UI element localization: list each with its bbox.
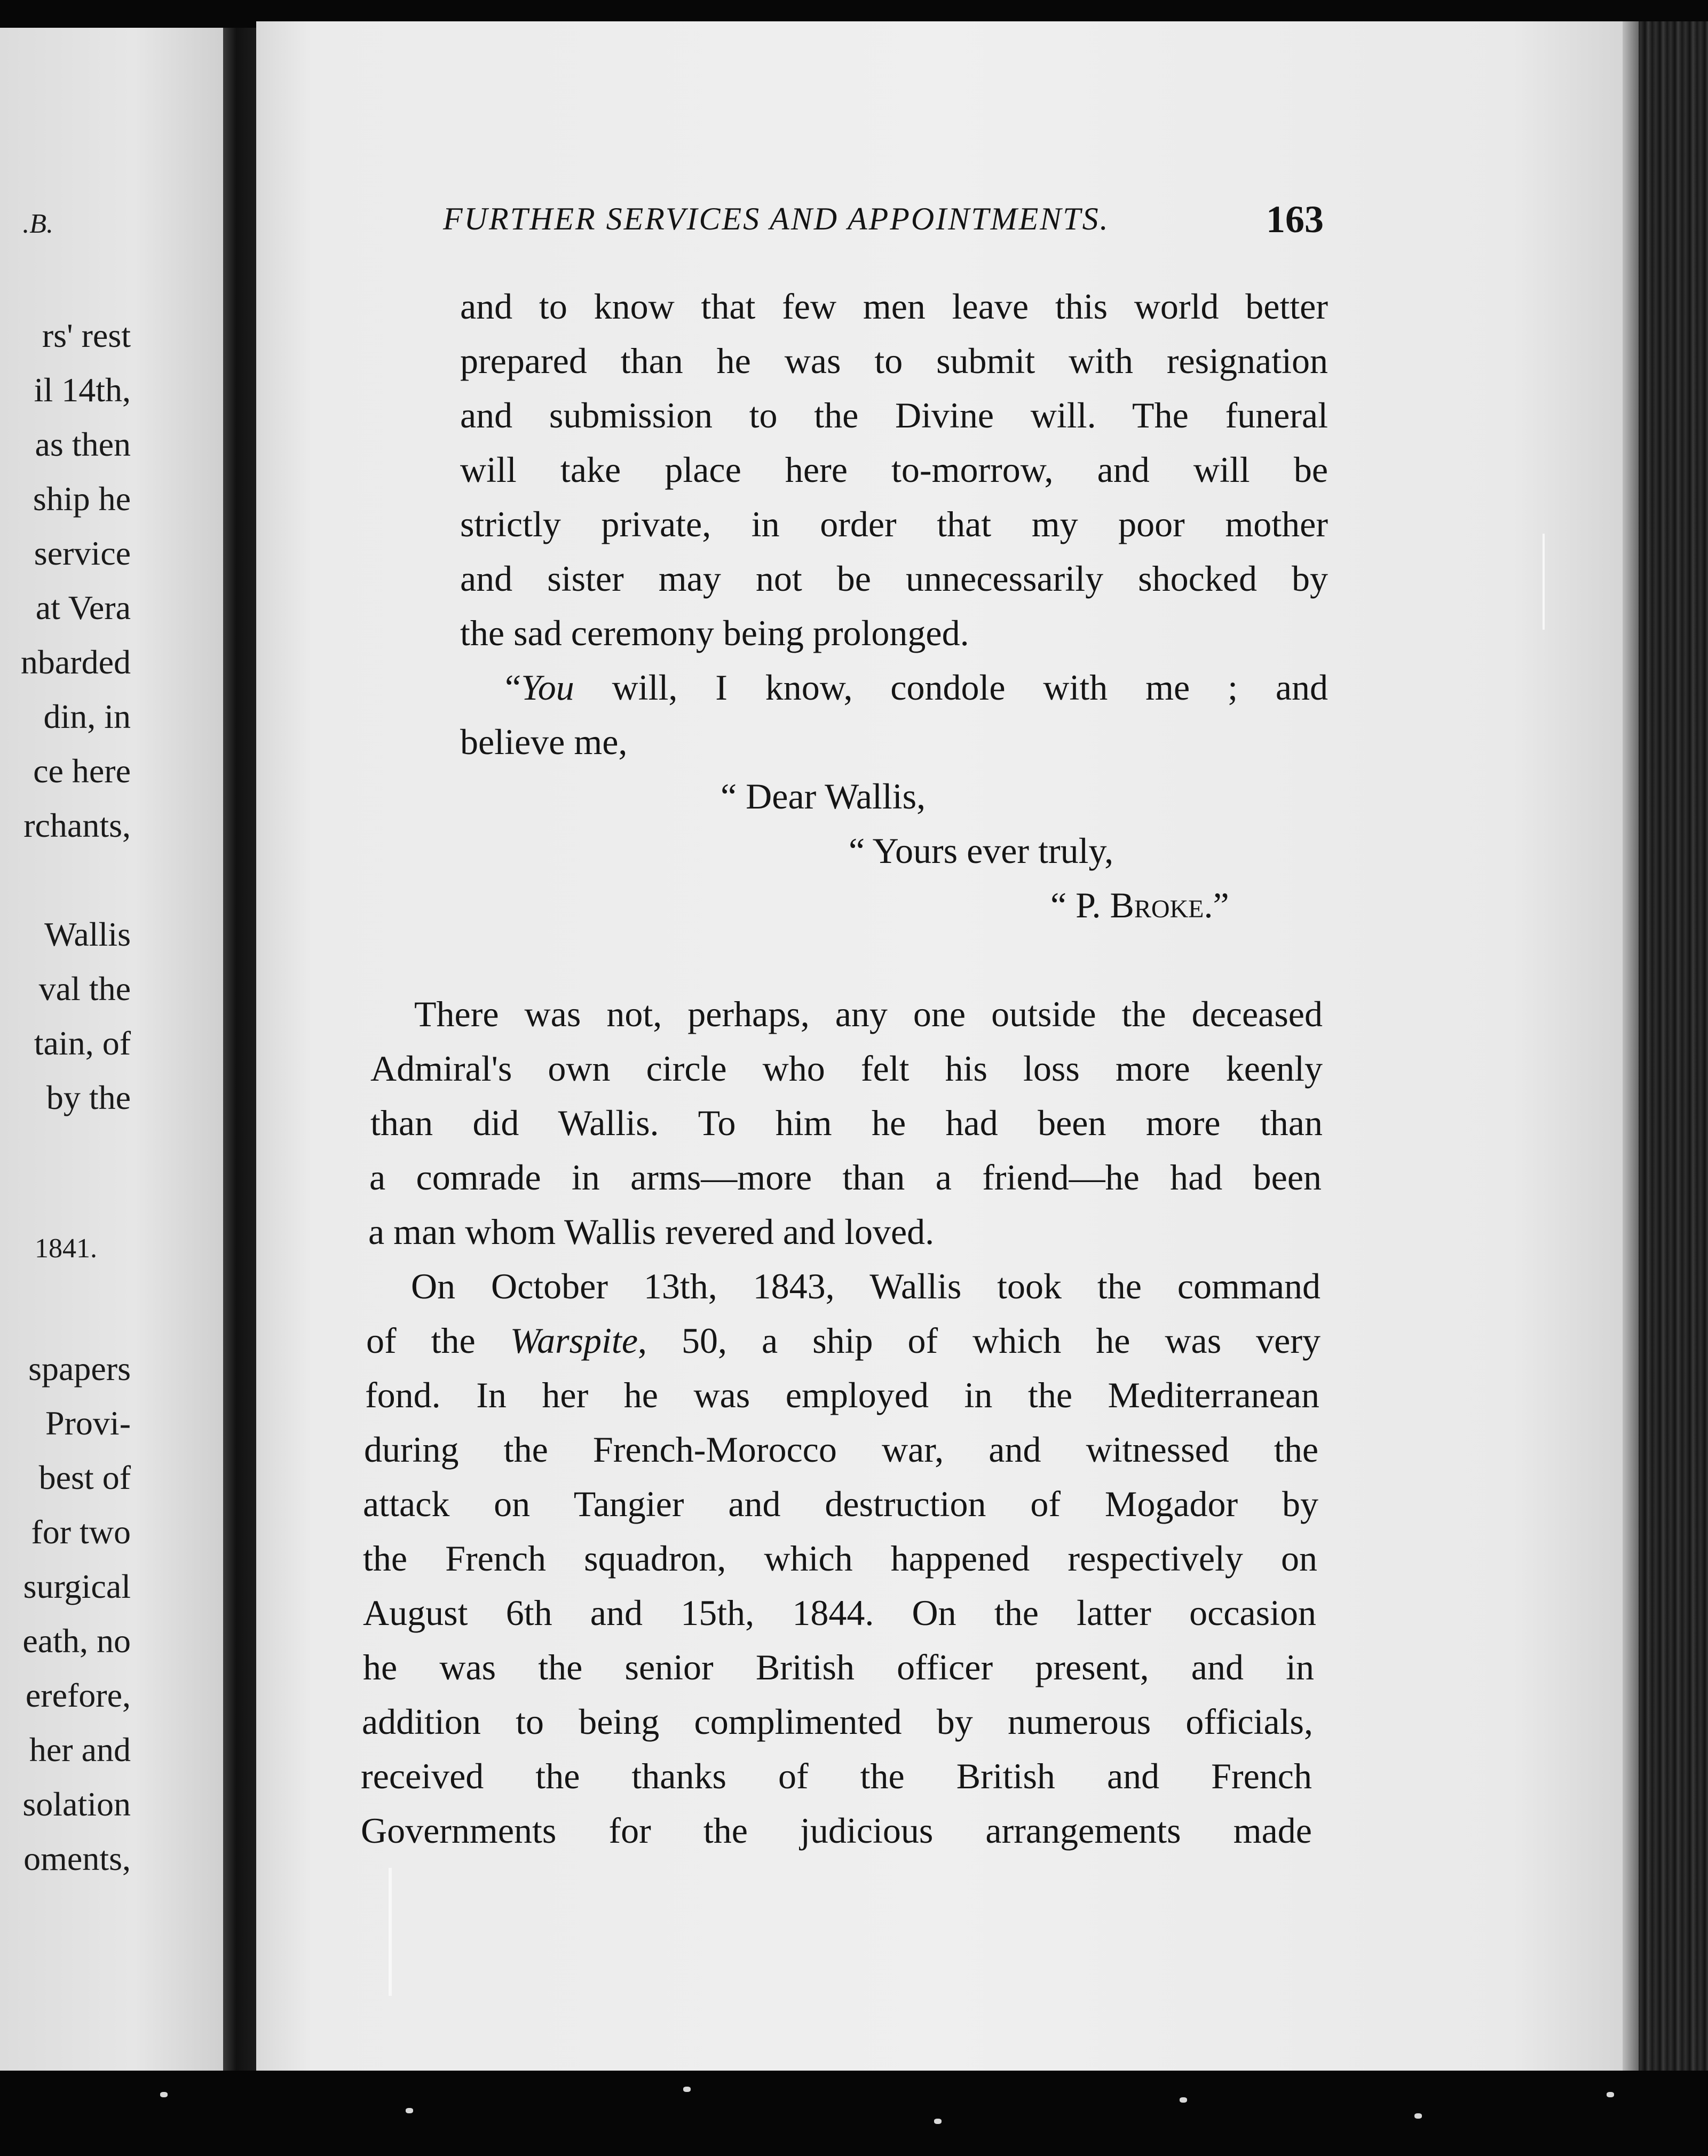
paragraph-line: August 6th and 15th, 1844. On the latter occasion <box>363 1592 1316 1633</box>
running-head: FURTHER SERVICES AND APPOINTMENTS. <box>443 201 1110 236</box>
left-line: Wallis <box>44 915 131 953</box>
letter-line: prepared than he was to submit with resignation <box>460 340 1328 381</box>
paragraph-line: addition to being complimented by numerous officials, <box>362 1701 1313 1742</box>
letter-signature <box>1050 884 1229 926</box>
letter-valediction: “ Yours ever truly, <box>849 830 1114 871</box>
left-line: spapers <box>28 1350 131 1388</box>
left-line: il 14th, <box>34 371 131 409</box>
left-line: ship he <box>33 480 131 518</box>
film-scratch <box>1543 534 1545 630</box>
left-line: val the <box>38 970 131 1008</box>
left-line: service <box>34 534 131 572</box>
letter-line: and submission to the Divine will. The funeral <box>460 395 1328 435</box>
left-line: as then <box>35 425 131 463</box>
letter-line: strictly private, in order that my poor mother <box>460 504 1328 544</box>
paragraph-line: Governments for the judicious arrangements made <box>361 1810 1312 1851</box>
quote-mark: “ <box>505 667 521 708</box>
paragraph-line: a comrade in arms—more than a friend—he had been <box>369 1157 1322 1198</box>
letter-line: will take place here to-morrow, and will be <box>460 449 1328 490</box>
page-block-edge <box>1623 21 1708 2071</box>
film-scratch <box>389 1868 392 1996</box>
left-line: Provi- <box>45 1404 131 1442</box>
paragraph-line: On October 13th, 1843, Wallis took the command <box>411 1266 1320 1306</box>
page-number: 163 <box>1266 198 1324 241</box>
paragraph-line: during the French-Morocco war, and witnessed the <box>364 1429 1318 1470</box>
left-line: by the <box>46 1079 131 1116</box>
signature-name: Broke <box>1110 885 1204 925</box>
letter-line: and sister may not be unnecessarily shocked by <box>460 558 1328 599</box>
text-run: of the <box>366 1320 510 1361</box>
letter-line: the sad ceremony being prolonged. <box>460 613 969 653</box>
left-year-marginal: 1841. <box>35 1233 97 1264</box>
paragraph-line: fond. In her he was employed in the Mediterranean <box>365 1375 1319 1415</box>
letter-salutation: “ Dear Wallis, <box>721 776 926 817</box>
signature-prefix: “ P. <box>1050 885 1110 925</box>
emphasis-you: You <box>521 667 574 708</box>
left-line: surgical <box>23 1567 131 1605</box>
left-line: at Vera <box>35 589 131 627</box>
left-facing-page <box>0 28 224 2071</box>
left-line: oments, <box>23 1840 131 1877</box>
paragraph-line: than did Wallis. To him he had been more than <box>370 1103 1323 1143</box>
left-line: ce here <box>33 752 131 790</box>
paragraph-line: attack on Tangier and destruction of Mogador by <box>363 1484 1318 1524</box>
left-running-head-fragment: .B. <box>22 209 53 239</box>
left-line: for two <box>31 1513 131 1551</box>
paragraph-line: Admiral's own circle who felt his loss more keenly <box>370 1048 1323 1089</box>
signature-suffix: .” <box>1204 885 1229 925</box>
left-line: solation <box>22 1785 131 1823</box>
left-line: rchants, <box>23 806 131 844</box>
paragraph-line: There was not, perhaps, any one outside the deceased <box>414 994 1323 1034</box>
left-line: her and <box>29 1731 131 1769</box>
left-line: eath, no <box>22 1622 131 1660</box>
paragraph-line: the French squadron, which happened respectively on <box>363 1538 1317 1579</box>
left-line: tain, of <box>34 1024 131 1062</box>
closing-text: will, I know, condole with me ; and <box>574 667 1328 708</box>
letter-closing-line <box>505 666 1328 709</box>
left-line: erefore, <box>25 1676 131 1714</box>
paragraph-line <box>366 1319 1320 1362</box>
left-line: best of <box>38 1459 131 1496</box>
paragraph-line: received the thanks of the British and French <box>361 1756 1312 1796</box>
letter-line: and to know that few men leave this world better <box>460 286 1328 327</box>
paragraph-line: he was the senior British officer present, and in <box>363 1647 1314 1687</box>
left-line: nbarded <box>20 643 131 681</box>
book-gutter <box>223 28 256 2071</box>
left-line: rs' rest <box>42 316 131 354</box>
left-line: din, in <box>43 697 131 735</box>
ship-name-warspite: Warspite <box>510 1320 638 1361</box>
letter-closing-line-2: believe me, <box>460 722 628 762</box>
text-run: , 50, a ship of which he was very <box>638 1320 1321 1361</box>
paragraph-line: a man whom Wallis revered and loved. <box>368 1211 935 1252</box>
scan-bottom-border <box>0 2071 1708 2156</box>
